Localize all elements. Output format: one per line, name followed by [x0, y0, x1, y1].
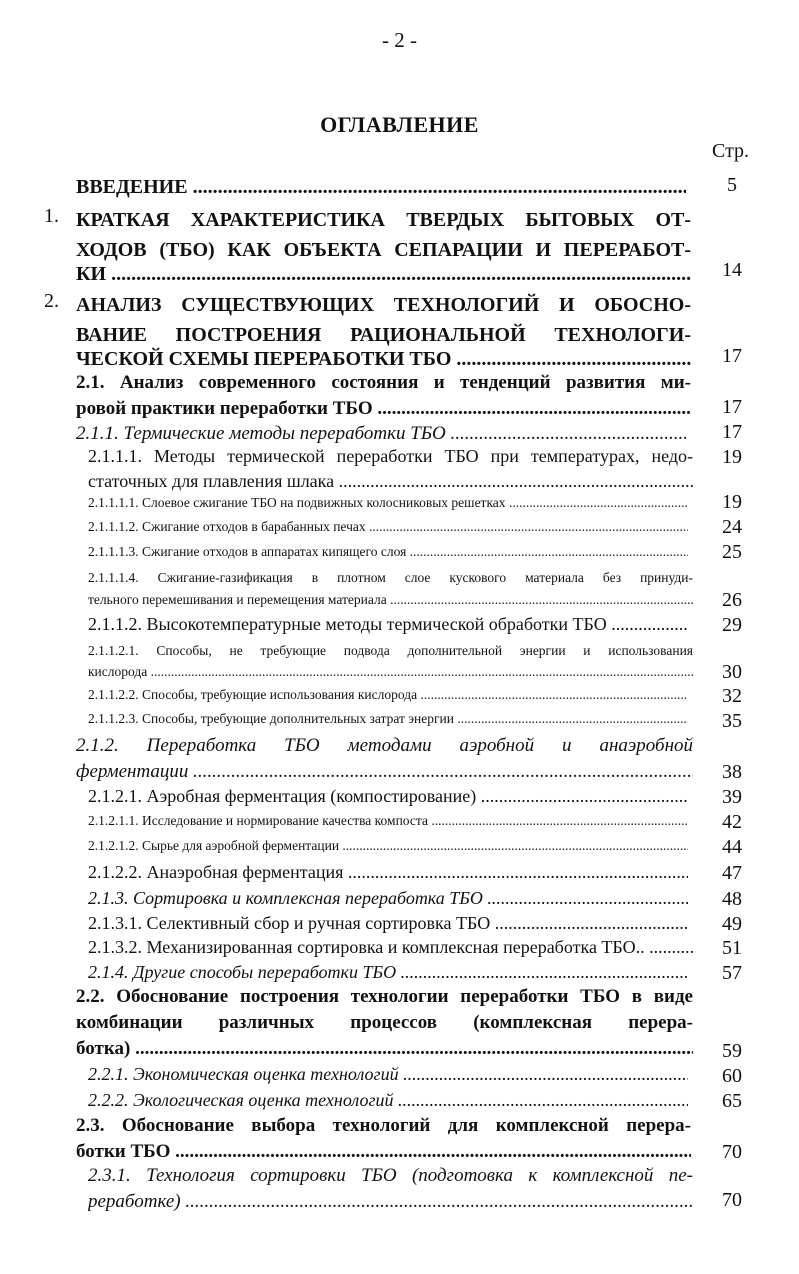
toc-entry-leader-line: ферментации ..... [76, 759, 693, 785]
toc-entry-leader-line: 2.1.3.2. Механизированная сортировка и комплексная переработка ТБО.. ..... [88, 935, 693, 960]
toc-entry-page: 44 [722, 836, 742, 858]
toc-entry-number: 2. [44, 290, 59, 312]
toc-entry-leader-line: 2.1.2.2. Анаэробная ферментация ..... [88, 860, 688, 885]
toc-entry-page: 57 [722, 962, 742, 984]
toc-entry-page: 24 [722, 516, 742, 538]
toc-entry-leader-line: 2.1.1.2. Высокотемпературные методы термической обработки ТБО ..... [88, 612, 688, 637]
toc-entry-leader-line: 2.1.2.1.1. Исследование и нормирование качества компоста ..... [88, 808, 688, 834]
page-column-label: Стр. [712, 140, 750, 162]
toc-entry-page: 70 [722, 1189, 742, 1211]
toc-entry-page: 49 [722, 913, 742, 935]
page-number: - 2 - [382, 28, 417, 52]
toc-entry-leader-line: статочных для плавления шлака ..... [88, 469, 693, 494]
toc-entry-page: 47 [722, 862, 742, 884]
toc-entry-leader-line: 2.2.2. Экологическая оценка технологий ..... [88, 1088, 688, 1113]
toc-entry-leader-line: 2.1.1.1.2. Сжигание отходов в барабанных печах ..... [88, 514, 688, 540]
toc-entry-text: 2.1.2. Переработка ТБО методами аэробной и анаэробной [76, 735, 693, 756]
toc-entry-leader-line: 2.1.2.1.2. Сырье для аэробной ферментации ..... [88, 833, 688, 859]
toc-entry-page: 19 [722, 446, 742, 468]
toc-entry-text: АНАЛИЗ СУЩЕСТВУЮЩИХ ТЕХНОЛОГИЙ И ОБОСНО-ВАНИЕ ПОСТРОЕНИЯ РАЦИОНАЛЬНОЙ ТЕХНОЛОГИ- [76, 294, 691, 346]
toc-entry-text: 2.2. Обоснование построения технологии переработки ТБО в виде комбинации различных процессов (комплексная перера- [76, 986, 693, 1033]
toc-entry-page: 32 [722, 685, 742, 707]
toc-entry-leader-line: 2.2.1. Экономическая оценка технологий ..... [88, 1062, 688, 1087]
toc-entry-page: 14 [722, 259, 742, 281]
toc-entry-leader-line: кислорода ..... [88, 659, 693, 685]
toc-entry-number: 1. [44, 205, 59, 227]
page-title: ОГЛАВЛЕНИЕ [320, 112, 479, 137]
toc-entry-page: 19 [722, 491, 742, 513]
toc-entry-page: 29 [722, 614, 742, 636]
toc-entry-text: КРАТКАЯ ХАРАКТЕРИСТИКА ТВЕРДЫХ БЫТОВЫХ ОТ-ХОДОВ (ТБО) КАК ОБЪЕКТА СЕПАРАЦИИ И ПЕРЕРАБОТ- [76, 209, 691, 261]
toc-entry-page: 35 [722, 710, 742, 732]
toc-entry-page: 48 [722, 888, 742, 910]
toc-entry-page: 65 [722, 1090, 742, 1112]
toc-entry-text: 2.1. Анализ современного состояния и тенденций развития ми- [76, 372, 691, 393]
toc-entry-page: 30 [722, 661, 742, 683]
toc-entry-leader-line: 2.1.1.2.3. Способы, требующие дополнительных затрат энергии ..... [88, 706, 688, 732]
toc-entry-leader-line: реработке) ..... [88, 1189, 693, 1215]
toc-entry-leader-line: ЧЕСКОЙ СХЕМЫ ПЕРЕРАБОТКИ ТБО ..... [76, 344, 691, 374]
toc-entry-page: 17 [722, 421, 742, 443]
toc-entry-leader-line: 2.1.1.1.3. Сжигание отходов в аппаратах кипящего слоя ..... [88, 539, 688, 565]
toc-entry-page: 70 [722, 1141, 742, 1163]
toc-entry-page: 5 [727, 174, 737, 196]
toc-entry-leader-line: КИ ..... [76, 259, 691, 289]
toc-entry-page: 25 [722, 541, 742, 563]
toc-entry-page: 60 [722, 1065, 742, 1087]
toc-entry-text: 2.1.1.1.4. Сжигание-газификация в плотном слое кускового материала без принуди- [88, 570, 693, 585]
toc-entry-page: 17 [722, 345, 742, 367]
toc-entry-page: 59 [722, 1040, 742, 1062]
toc-entry-leader-line: ботки ТБО ..... [76, 1139, 691, 1165]
toc-entry-leader-line: 2.1.4. Другие способы переработки ТБО ..... [88, 960, 688, 985]
toc-entry-leader-line: 2.1.3. Сортировка и комплексная переработка ТБО ..... [88, 886, 688, 911]
toc-entry-leader-line: 2.1.1.2.2. Способы, требующие использования кислорода ..... [88, 682, 688, 708]
toc-entry-page: 38 [722, 761, 742, 783]
toc-entry-page: 39 [722, 786, 742, 808]
toc-entry-leader-line: ровой практики переработки ТБО ..... [76, 396, 691, 422]
toc-entry-text: 2.1.1.1. Методы термической переработки ТБО при температурах, недо- [88, 446, 693, 466]
toc-entry-leader-line: 2.1.1.1.1. Слоевое сжигание ТБО на подвижных колосниковых решетках ..... [88, 490, 688, 516]
toc-entry-text: 2.3. Обоснование выбора технологий для комплексной перера- [76, 1115, 691, 1136]
toc-entry-leader-line: тельного перемешивания и перемещения материала ..... [88, 587, 693, 613]
toc-entry-leader-line: 2.1.3.1. Селективный сбор и ручная сортировка ТБО ..... [88, 911, 688, 936]
toc-entry-leader-line: ВВЕДЕНИЕ ..... [76, 172, 686, 202]
toc-entry-page: 51 [722, 937, 742, 959]
toc-entry-leader-line: ботка) ..... [76, 1036, 693, 1062]
toc-entry-text: 2.3.1. Технология сортировки ТБО (подготовка к комплексной пе- [88, 1165, 693, 1186]
toc-entry-leader-line: 2.1.1. Термические методы переработки ТБО ..... [76, 421, 686, 447]
toc-entry-page: 42 [722, 811, 742, 833]
toc-entry-page: 26 [722, 589, 742, 611]
toc-entry-page: 17 [722, 396, 742, 418]
toc-entry-leader-line: 2.1.2.1. Аэробная ферментация (компостирование) ..... [88, 784, 688, 809]
toc-entry-text: 2.1.1.2.1. Способы, не требующие подвода дополнительной энергии и использования [88, 643, 693, 658]
